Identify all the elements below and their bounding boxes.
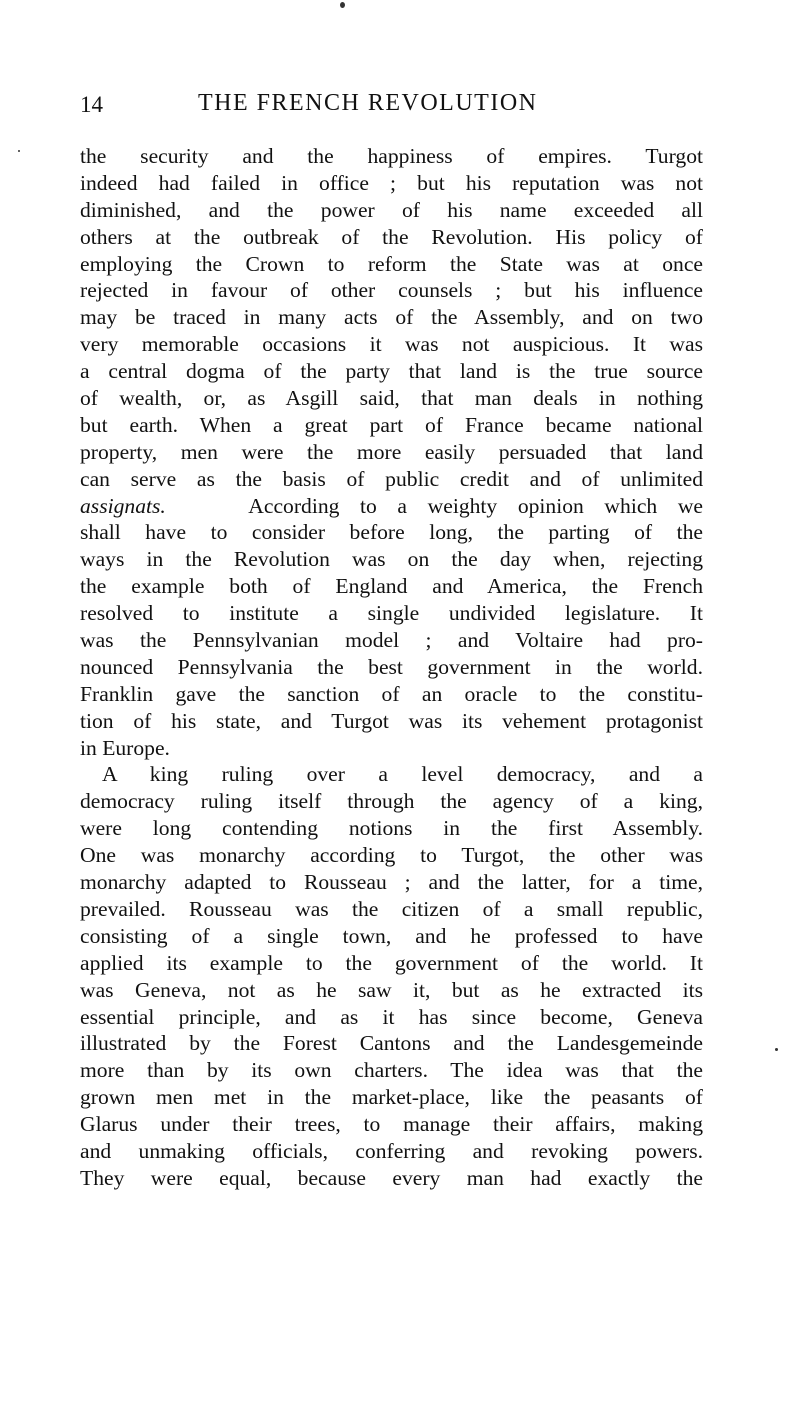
text-line: applied its example to the government of the world. It xyxy=(80,950,703,975)
text-line: They were equal, because every man had exactly the xyxy=(80,1165,703,1190)
text-line: illustrated by the Forest Cantons and the Landesgemeinde xyxy=(80,1031,703,1056)
text-line: resolved to institute a single undivided legislature. It xyxy=(80,601,703,626)
text-span: According to a weighty opinion which we xyxy=(248,493,703,518)
scan-speck xyxy=(18,150,20,152)
page-body xyxy=(80,143,703,1192)
text-line: and unmaking officials, conferring and revoking powers. xyxy=(80,1138,703,1163)
text-line: democracy ruling itself through the agency of a king, xyxy=(80,789,703,814)
text-line: can serve as the basis of public credit and of unlimited xyxy=(80,466,703,491)
text-line: property, men were the more easily persuaded that land xyxy=(80,439,703,464)
text-line: indeed had failed in office ; but his reputation was not xyxy=(80,170,703,195)
text-line: consisting of a single town, and he professed to have xyxy=(80,923,703,948)
text-line: in Europe. xyxy=(80,735,170,760)
text-line: employing the Crown to reform the State was at once xyxy=(80,251,703,276)
text-line: Franklin gave the sanction of an oracle to the constitu- xyxy=(80,681,703,706)
text-line: diminished, and the power of his name exceeded all xyxy=(80,197,703,222)
paragraph-2 xyxy=(80,761,703,1191)
text-line: the security and the happiness of empires. Turgot xyxy=(80,144,703,168)
page-number: 14 xyxy=(80,92,103,117)
text-line: was the Pennsylvanian model ; and Voltaire had pro- xyxy=(80,628,703,653)
text-line: of wealth, or, as Asgill said, that man deals in nothing xyxy=(80,386,703,411)
page-header xyxy=(80,90,703,124)
text-line: grown men met in the market-place, like the peasants of xyxy=(80,1085,703,1110)
text-line: more than by its own charters. The idea was that the xyxy=(80,1058,703,1083)
text-line: tion of his state, and Turgot was its vehement protagonist xyxy=(80,708,703,733)
text-line: rejected in favour of other counsels ; but his influence xyxy=(80,278,703,303)
text-line: a central dogma of the party that land is the true source xyxy=(80,359,703,384)
italic-term: assignats. xyxy=(80,493,166,518)
text-line: shall have to consider before long, the parting of the xyxy=(80,520,703,545)
paragraph-1 xyxy=(80,143,703,493)
text-line: Glarus under their trees, to manage their affairs, making xyxy=(80,1112,703,1137)
paragraph-1-continued xyxy=(80,519,703,761)
scan-speck xyxy=(340,2,345,8)
text-line: very memorable occasions it was not auspicious. It was xyxy=(80,332,703,357)
text-line: the example both of England and America, the French xyxy=(80,574,703,599)
text-line: prevailed. Rousseau was the citizen of a small republic, xyxy=(80,896,703,921)
text-line: A king ruling over a level democracy, and a xyxy=(102,762,703,787)
running-title: THE FRENCH REVOLUTION xyxy=(198,90,538,116)
text-line: were long contending notions in the first Assembly. xyxy=(80,816,703,841)
text-line: may be traced in many acts of the Assembly, and on two xyxy=(80,305,703,330)
text-line: was Geneva, not as he saw it, but as he extracted its xyxy=(80,977,703,1002)
text-line: essential principle, and as it has since become, Geneva xyxy=(80,1004,703,1029)
text-line xyxy=(80,493,703,520)
text-line: others at the outbreak of the Revolution. His policy of xyxy=(80,224,703,249)
text-line: nounced Pennsylvania the best government in the world. xyxy=(80,654,703,679)
text-line: One was monarchy according to Turgot, the other was xyxy=(80,843,703,868)
scan-speck xyxy=(775,1048,778,1051)
text-line: monarchy adapted to Rousseau ; and the latter, for a time, xyxy=(80,870,703,895)
text-line: ways in the Revolution was on the day when, rejecting xyxy=(80,547,703,572)
text-line: but earth. When a great part of France became national xyxy=(80,412,703,437)
